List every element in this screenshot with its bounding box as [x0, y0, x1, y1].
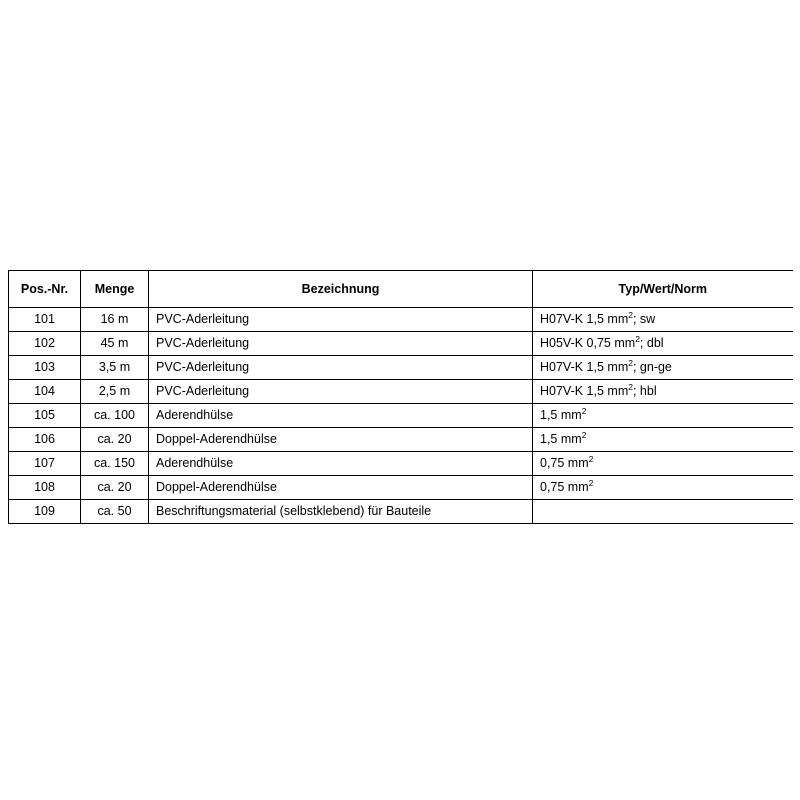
cell-menge — [81, 332, 149, 356]
cell-bezeichnung — [149, 356, 533, 380]
cell-menge-text: ca. 20 — [97, 432, 132, 446]
cell-menge-text: ca. 150 — [93, 456, 135, 470]
cell-pos — [9, 476, 81, 500]
column-header-pos: Pos.-Nr. — [9, 271, 81, 308]
cell-bezeichnung-text: PVC-Aderleitung — [156, 384, 250, 398]
column-header-menge: Menge — [81, 271, 149, 308]
cell-typ-text: H05V-K 0,75 $mm^2$; dbl — [540, 333, 664, 350]
cell-typ — [533, 356, 793, 380]
cell-menge-text: ca. 20 — [97, 480, 132, 494]
cell-typ-text: H07V-K 1,5 $mm^2$; sw — [540, 309, 656, 326]
table-row — [9, 428, 793, 452]
table-row — [9, 404, 793, 428]
cell-typ-text: H07V-K 1,5 $mm^2$; gn-ge — [540, 357, 672, 374]
cell-typ — [533, 452, 793, 476]
cell-bezeichnung — [149, 476, 533, 500]
cell-typ — [533, 308, 793, 332]
cell-typ — [533, 404, 793, 428]
cell-menge — [81, 404, 149, 428]
cell-bezeichnung-text: Doppel-Aderendhülse — [156, 432, 277, 446]
cell-menge — [81, 428, 149, 452]
cell-typ-text: 0,75 $mm^2$ — [540, 453, 594, 470]
cell-pos — [9, 308, 81, 332]
cell-bezeichnung-text: Beschriftungsmaterial (selbstklebend) für Bauteile — [156, 504, 432, 518]
unit-superscript: 2 — [635, 333, 640, 344]
parts-list-table — [8, 270, 793, 524]
cell-menge — [81, 476, 149, 500]
cell-bezeichnung — [149, 404, 533, 428]
cell-menge-text: 16 m — [100, 312, 129, 326]
column-header-typ: Typ/Wert/Norm — [533, 271, 793, 308]
column-header-bezeichnung: Bezeichnung — [149, 271, 533, 308]
cell-bezeichnung-text: Aderendhülse — [156, 408, 234, 422]
table-row — [9, 332, 793, 356]
cell-pos-text: 106 — [34, 432, 55, 446]
unit-superscript: 2 — [628, 381, 633, 392]
cell-typ — [533, 332, 793, 356]
unit-superscript: 2 — [628, 357, 633, 368]
cell-typ — [533, 476, 793, 500]
cell-bezeichnung — [149, 380, 533, 404]
unit-superscript: 2 — [628, 309, 633, 320]
table-body — [9, 308, 793, 524]
cell-typ-text: 0,75 $mm^2$ — [540, 477, 594, 494]
unit-superscript: 2 — [588, 477, 594, 488]
cell-pos — [9, 356, 81, 380]
unit-superscript: 2 — [581, 405, 587, 416]
cell-bezeichnung — [149, 308, 533, 332]
table-header-row — [9, 271, 793, 308]
cell-bezeichnung-text: PVC-Aderleitung — [156, 312, 250, 326]
cell-bezeichnung — [149, 332, 533, 356]
cell-menge — [81, 308, 149, 332]
cell-pos — [9, 428, 81, 452]
cell-menge-text: 45 m — [100, 336, 129, 350]
cell-menge-text: 3,5 m — [98, 360, 131, 374]
cell-typ-text: H07V-K 1,5 $mm^2$; hbl — [540, 381, 657, 398]
cell-bezeichnung-text: PVC-Aderleitung — [156, 360, 250, 374]
unit-superscript: 2 — [588, 453, 594, 464]
cell-bezeichnung — [149, 500, 533, 524]
cell-pos — [9, 500, 81, 524]
cell-bezeichnung — [149, 452, 533, 476]
table-row — [9, 356, 793, 380]
cell-bezeichnung-text: Doppel-Aderendhülse — [156, 480, 277, 494]
cell-typ — [533, 428, 793, 452]
cell-menge — [81, 380, 149, 404]
cell-typ-text: 1,5 $mm^2$ — [540, 405, 587, 422]
cell-menge-text: 2,5 m — [98, 384, 131, 398]
cell-bezeichnung-text: Aderendhülse — [156, 456, 234, 470]
cell-menge — [81, 356, 149, 380]
cell-pos-text: 105 — [34, 408, 55, 422]
cell-typ — [533, 500, 793, 524]
table-header — [9, 271, 793, 308]
cell-menge — [81, 500, 149, 524]
cell-pos — [9, 380, 81, 404]
cell-bezeichnung-text: PVC-Aderleitung — [156, 336, 250, 350]
cell-typ-text: 1,5 $mm^2$ — [540, 429, 587, 446]
table-row — [9, 380, 793, 404]
cell-pos-text: 108 — [34, 480, 55, 494]
cell-pos — [9, 452, 81, 476]
table-row — [9, 500, 793, 524]
cell-pos — [9, 332, 81, 356]
table-row — [9, 308, 793, 332]
cell-pos-text: 101 — [34, 312, 55, 326]
table-row — [9, 452, 793, 476]
cell-menge — [81, 452, 149, 476]
cell-menge-text: ca. 50 — [97, 504, 132, 518]
cell-pos-text: 104 — [34, 384, 55, 398]
cell-pos-text: 109 — [34, 504, 55, 518]
cell-pos-text: 107 — [34, 456, 55, 470]
cell-bezeichnung — [149, 428, 533, 452]
cell-menge-text: ca. 100 — [93, 408, 135, 422]
cell-pos-text: 102 — [34, 336, 55, 350]
cell-pos-text: 103 — [34, 360, 55, 374]
table-row — [9, 476, 793, 500]
parts-list-section — [8, 270, 792, 524]
unit-superscript: 2 — [581, 429, 587, 440]
cell-typ — [533, 380, 793, 404]
cell-pos — [9, 404, 81, 428]
